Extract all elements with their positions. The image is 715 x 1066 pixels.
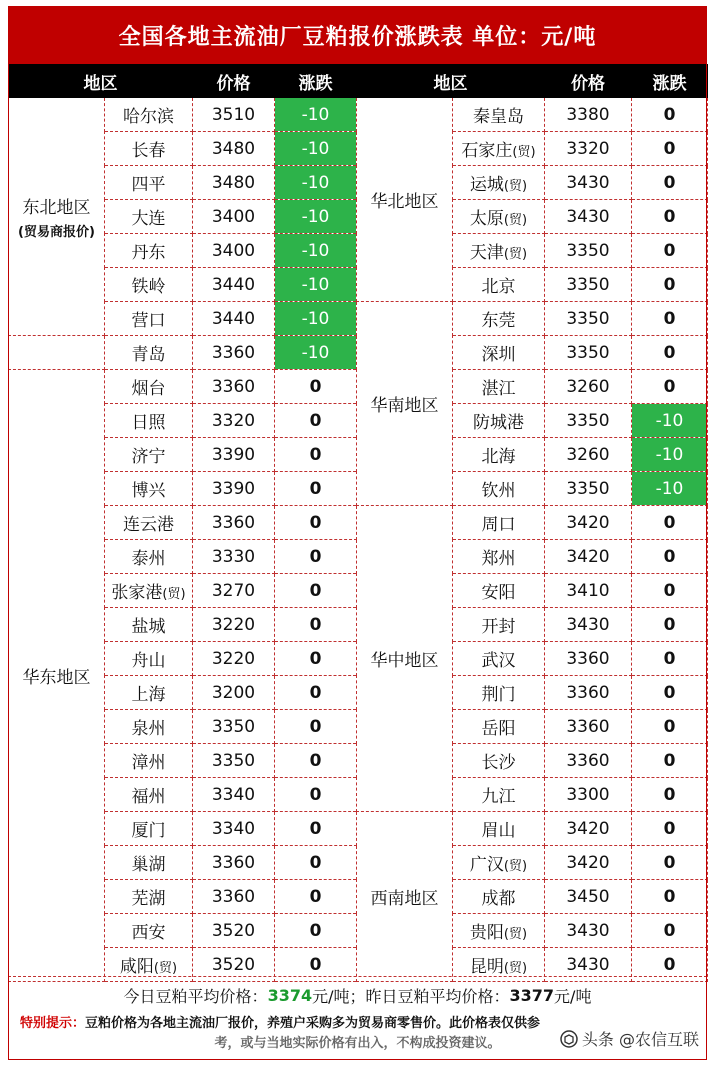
change-cell: 0	[275, 642, 357, 676]
city-name: 天津	[469, 243, 504, 263]
city-cell	[105, 676, 193, 710]
change-cell: -10	[632, 438, 708, 472]
price-cell: 3450	[545, 880, 632, 914]
city-name: 烟台	[131, 379, 166, 399]
city-cell	[105, 370, 193, 404]
price-cell: 3350	[193, 710, 275, 744]
trader-quote-mark: (贸)	[503, 927, 528, 942]
city-cell	[453, 710, 545, 744]
city-name: 泉州	[131, 719, 166, 739]
region-name: 华东地区	[22, 668, 91, 688]
change-cell: 0	[275, 778, 357, 812]
city-name: 荆门	[481, 685, 516, 705]
price-cell: 3400	[193, 200, 275, 234]
city-cell	[105, 404, 193, 438]
city-cell	[453, 200, 545, 234]
price-cell: 3340	[193, 778, 275, 812]
city-cell	[105, 642, 193, 676]
price-cell: 3430	[545, 948, 632, 982]
city-cell	[453, 438, 545, 472]
city-name: 大连	[131, 209, 166, 229]
city-cell	[453, 880, 545, 914]
watermark-text: 头条 @农信互联	[581, 1030, 699, 1049]
city-name: 北京	[481, 277, 516, 297]
trader-quote-mark: (贸)	[162, 587, 186, 602]
yesterday-avg-unit: 元/吨	[554, 986, 592, 1006]
price-cell: 3480	[193, 132, 275, 166]
city-cell	[453, 676, 545, 710]
city-cell	[105, 200, 193, 234]
trader-quote-mark: (贸)	[503, 247, 528, 262]
price-cell: 3430	[545, 200, 632, 234]
header-region-left: 地区	[9, 65, 193, 98]
watermark	[556, 1025, 703, 1052]
city-name: 广汉	[469, 855, 504, 875]
region-cell-left	[9, 370, 105, 982]
change-cell: 0	[632, 506, 708, 540]
price-cell: 3420	[545, 506, 632, 540]
city-name: 长春	[131, 141, 166, 161]
price-table	[8, 64, 708, 982]
trader-quote-mark: (贸)	[503, 961, 528, 976]
city-cell	[453, 132, 545, 166]
city-name: 武汉	[481, 651, 516, 671]
city-cell	[105, 540, 193, 574]
city-cell	[105, 166, 193, 200]
city-cell	[105, 336, 193, 370]
change-cell: -10	[275, 98, 357, 132]
city-name: 漳州	[131, 753, 166, 773]
city-name: 昆明	[469, 957, 504, 977]
price-cell: 3260	[545, 370, 632, 404]
disclaimer-line-1: 豆粕价格为各地主流油厂报价，养殖户采购多为贸易商零售价。此价格表仅供参	[85, 1016, 541, 1031]
city-cell	[105, 880, 193, 914]
price-cell: 3520	[193, 914, 275, 948]
city-name: 郑州	[481, 549, 516, 569]
change-cell: 0	[275, 744, 357, 778]
change-cell: -10	[275, 166, 357, 200]
price-cell: 3200	[193, 676, 275, 710]
city-cell	[105, 710, 193, 744]
price-cell: 3420	[545, 812, 632, 846]
price-cell: 3350	[193, 744, 275, 778]
city-name: 运城	[469, 175, 504, 195]
city-name: 上海	[131, 685, 166, 705]
price-cell: 3520	[193, 948, 275, 982]
change-cell: 0	[632, 234, 708, 268]
trader-quote-mark: (贸)	[503, 179, 528, 194]
price-cell: 3440	[193, 302, 275, 336]
change-cell: 0	[632, 846, 708, 880]
region-name: 东北地区	[22, 198, 91, 218]
header-price-left: 价格	[193, 65, 275, 98]
change-cell: 0	[632, 710, 708, 744]
city-name: 深圳	[481, 345, 516, 365]
region-cell-left	[9, 336, 105, 370]
region-cell-right: 华北地区	[357, 98, 453, 302]
price-cell: 3410	[545, 574, 632, 608]
city-cell	[453, 642, 545, 676]
change-cell: -10	[275, 302, 357, 336]
price-cell: 3350	[545, 302, 632, 336]
city-name: 长沙	[481, 753, 516, 773]
price-cell: 3270	[193, 574, 275, 608]
region-cell-right: 西南地区	[357, 812, 453, 982]
city-cell	[453, 302, 545, 336]
price-cell: 3320	[193, 404, 275, 438]
city-cell	[105, 268, 193, 302]
today-avg-unit: 元/吨；	[312, 986, 366, 1006]
change-cell: 0	[275, 540, 357, 574]
price-cell: 3360	[193, 336, 275, 370]
price-cell: 3320	[545, 132, 632, 166]
change-cell: 0	[275, 506, 357, 540]
city-name: 防城港	[473, 413, 524, 433]
change-cell: 0	[632, 880, 708, 914]
region-cell-left	[9, 98, 105, 336]
change-cell: 0	[632, 302, 708, 336]
change-cell: -10	[275, 234, 357, 268]
price-cell: 3350	[545, 404, 632, 438]
city-cell	[105, 438, 193, 472]
city-name: 泰州	[131, 549, 166, 569]
price-cell: 3350	[545, 472, 632, 506]
table-row	[9, 812, 708, 846]
city-cell	[453, 778, 545, 812]
city-cell	[453, 98, 545, 132]
change-cell: 0	[275, 608, 357, 642]
yesterday-avg-value: 3377	[509, 985, 555, 1005]
header-change-left: 涨跌	[275, 65, 357, 98]
price-cell: 3350	[545, 336, 632, 370]
city-cell	[453, 914, 545, 948]
trader-quote-mark: (贸)	[503, 213, 528, 228]
city-name: 丹东	[131, 243, 166, 263]
change-cell: 0	[275, 676, 357, 710]
price-cell: 3480	[193, 166, 275, 200]
city-name: 福州	[131, 787, 166, 807]
city-cell	[105, 472, 193, 506]
change-cell: -10	[275, 132, 357, 166]
header-change-right: 涨跌	[632, 65, 708, 98]
city-name: 太原	[469, 209, 504, 229]
price-cell: 3440	[193, 268, 275, 302]
region-cell-right: 华中地区	[357, 506, 453, 812]
change-cell: 0	[275, 948, 357, 982]
city-cell	[105, 98, 193, 132]
city-name: 钦州	[481, 481, 516, 501]
change-cell: 0	[275, 404, 357, 438]
table-body	[9, 98, 708, 982]
today-avg-label: 今日豆粕平均价格：	[123, 986, 268, 1006]
city-name: 石家庄	[461, 141, 513, 161]
change-cell: 0	[632, 336, 708, 370]
city-name: 营口	[131, 311, 166, 331]
price-cell: 3360	[545, 744, 632, 778]
city-cell	[453, 506, 545, 540]
change-cell: -10	[632, 404, 708, 438]
city-cell	[453, 608, 545, 642]
trader-quote-mark: (贸)	[503, 859, 528, 874]
price-cell: 3220	[193, 608, 275, 642]
change-cell: -10	[632, 472, 708, 506]
change-cell: 0	[632, 540, 708, 574]
price-cell: 3430	[545, 166, 632, 200]
city-name: 连云港	[123, 515, 174, 535]
price-cell: 3420	[545, 846, 632, 880]
city-cell	[453, 540, 545, 574]
city-cell	[105, 812, 193, 846]
city-name: 四平	[131, 175, 166, 195]
price-cell: 3350	[545, 234, 632, 268]
city-cell	[453, 404, 545, 438]
price-cell: 3360	[545, 642, 632, 676]
city-name: 成都	[481, 889, 516, 909]
city-name: 安阳	[481, 583, 516, 603]
city-cell	[453, 268, 545, 302]
city-cell	[105, 234, 193, 268]
today-avg-value: 3374	[267, 985, 313, 1005]
city-cell	[105, 574, 193, 608]
region-subtitle: (贸易商报价)	[18, 225, 95, 240]
table-row	[9, 506, 708, 540]
toutiao-logo-icon	[560, 1030, 578, 1048]
city-cell	[105, 132, 193, 166]
city-name: 张家港	[111, 583, 163, 603]
city-name: 芜湖	[131, 889, 166, 909]
price-cell: 3390	[193, 438, 275, 472]
city-name: 湛江	[481, 379, 516, 399]
price-cell: 3330	[193, 540, 275, 574]
city-name: 开封	[481, 617, 516, 637]
change-cell: 0	[632, 200, 708, 234]
price-cell: 3220	[193, 642, 275, 676]
price-cell: 3360	[545, 710, 632, 744]
change-cell: 0	[275, 846, 357, 880]
average-price-summary	[8, 976, 707, 1013]
city-name: 周口	[481, 515, 516, 535]
table-row	[9, 302, 708, 336]
city-cell	[453, 166, 545, 200]
region-cell-right: 华南地区	[357, 302, 453, 506]
price-cell: 3360	[193, 506, 275, 540]
change-cell: 0	[632, 574, 708, 608]
city-cell	[105, 846, 193, 880]
change-cell: 0	[632, 370, 708, 404]
price-cell: 3380	[545, 98, 632, 132]
change-cell: 0	[632, 812, 708, 846]
city-name: 日照	[131, 413, 166, 433]
change-cell: 0	[275, 370, 357, 404]
city-name: 东莞	[481, 311, 516, 331]
city-name: 西安	[131, 923, 166, 943]
disclaimer-line-2: 考，或与当地实际价格有出入，不构成投资建议。	[214, 1036, 501, 1051]
city-cell	[105, 506, 193, 540]
change-cell: 0	[632, 98, 708, 132]
price-cell: 3360	[193, 370, 275, 404]
city-cell	[453, 574, 545, 608]
city-name: 舟山	[131, 651, 166, 671]
change-cell: -10	[275, 268, 357, 302]
price-cell: 3360	[193, 846, 275, 880]
trader-quote-mark: (贸)	[512, 145, 536, 160]
change-cell: -10	[275, 200, 357, 234]
city-name: 哈尔滨	[123, 107, 174, 127]
change-cell: 0	[632, 676, 708, 710]
city-name: 盐城	[131, 617, 166, 637]
city-name: 秦皇岛	[473, 107, 524, 127]
city-cell	[105, 778, 193, 812]
city-name: 九江	[481, 787, 516, 807]
change-cell: 0	[275, 472, 357, 506]
table-row	[9, 98, 708, 132]
change-cell: 0	[632, 744, 708, 778]
city-name: 贵阳	[469, 923, 504, 943]
header-region-right: 地区	[357, 65, 545, 98]
change-cell: 0	[632, 778, 708, 812]
change-cell: 0	[275, 438, 357, 472]
city-cell	[453, 370, 545, 404]
price-cell: 3430	[545, 608, 632, 642]
change-cell: 0	[632, 608, 708, 642]
city-name: 博兴	[131, 481, 166, 501]
city-cell	[105, 608, 193, 642]
change-cell: 0	[632, 268, 708, 302]
change-cell: 0	[275, 914, 357, 948]
city-name: 厦门	[131, 821, 166, 841]
price-cell: 3360	[545, 676, 632, 710]
city-name: 巢湖	[131, 855, 166, 875]
city-cell	[453, 744, 545, 778]
change-cell: 0	[275, 710, 357, 744]
change-cell: -10	[275, 336, 357, 370]
yesterday-avg-label: 昨日豆粕平均价格：	[365, 986, 510, 1006]
city-name: 青岛	[131, 345, 166, 365]
city-name: 咸阳	[119, 957, 154, 977]
change-cell: 0	[632, 948, 708, 982]
sheet-title: 全国各地主流油厂豆粕报价涨跌表 单位：元/吨	[8, 6, 707, 64]
change-cell: 0	[632, 132, 708, 166]
city-name: 眉山	[481, 821, 516, 841]
change-cell: 0	[632, 166, 708, 200]
price-cell: 3350	[545, 268, 632, 302]
change-cell: 0	[632, 914, 708, 948]
header-price-right: 价格	[545, 65, 632, 98]
city-cell	[105, 914, 193, 948]
price-cell: 3360	[193, 880, 275, 914]
city-name: 济宁	[131, 447, 166, 467]
price-cell: 3340	[193, 812, 275, 846]
city-cell	[453, 846, 545, 880]
change-cell: 0	[275, 880, 357, 914]
disclaimer-label: 特别提示：	[20, 1016, 86, 1031]
price-cell: 3400	[193, 234, 275, 268]
change-cell: 0	[275, 574, 357, 608]
table-header-row	[9, 65, 708, 98]
price-cell: 3300	[545, 778, 632, 812]
city-name: 岳阳	[481, 719, 516, 739]
price-cell: 3430	[545, 914, 632, 948]
city-cell	[105, 744, 193, 778]
city-cell	[105, 302, 193, 336]
change-cell: 0	[632, 642, 708, 676]
city-name: 铁岭	[131, 277, 166, 297]
change-cell: 0	[275, 812, 357, 846]
price-cell: 3420	[545, 540, 632, 574]
price-cell: 3510	[193, 98, 275, 132]
price-cell: 3260	[545, 438, 632, 472]
city-name: 北海	[481, 447, 516, 467]
city-cell	[453, 472, 545, 506]
price-cell: 3390	[193, 472, 275, 506]
city-cell	[453, 812, 545, 846]
city-cell	[453, 336, 545, 370]
city-cell	[453, 234, 545, 268]
trader-quote-mark: (贸)	[153, 961, 178, 976]
